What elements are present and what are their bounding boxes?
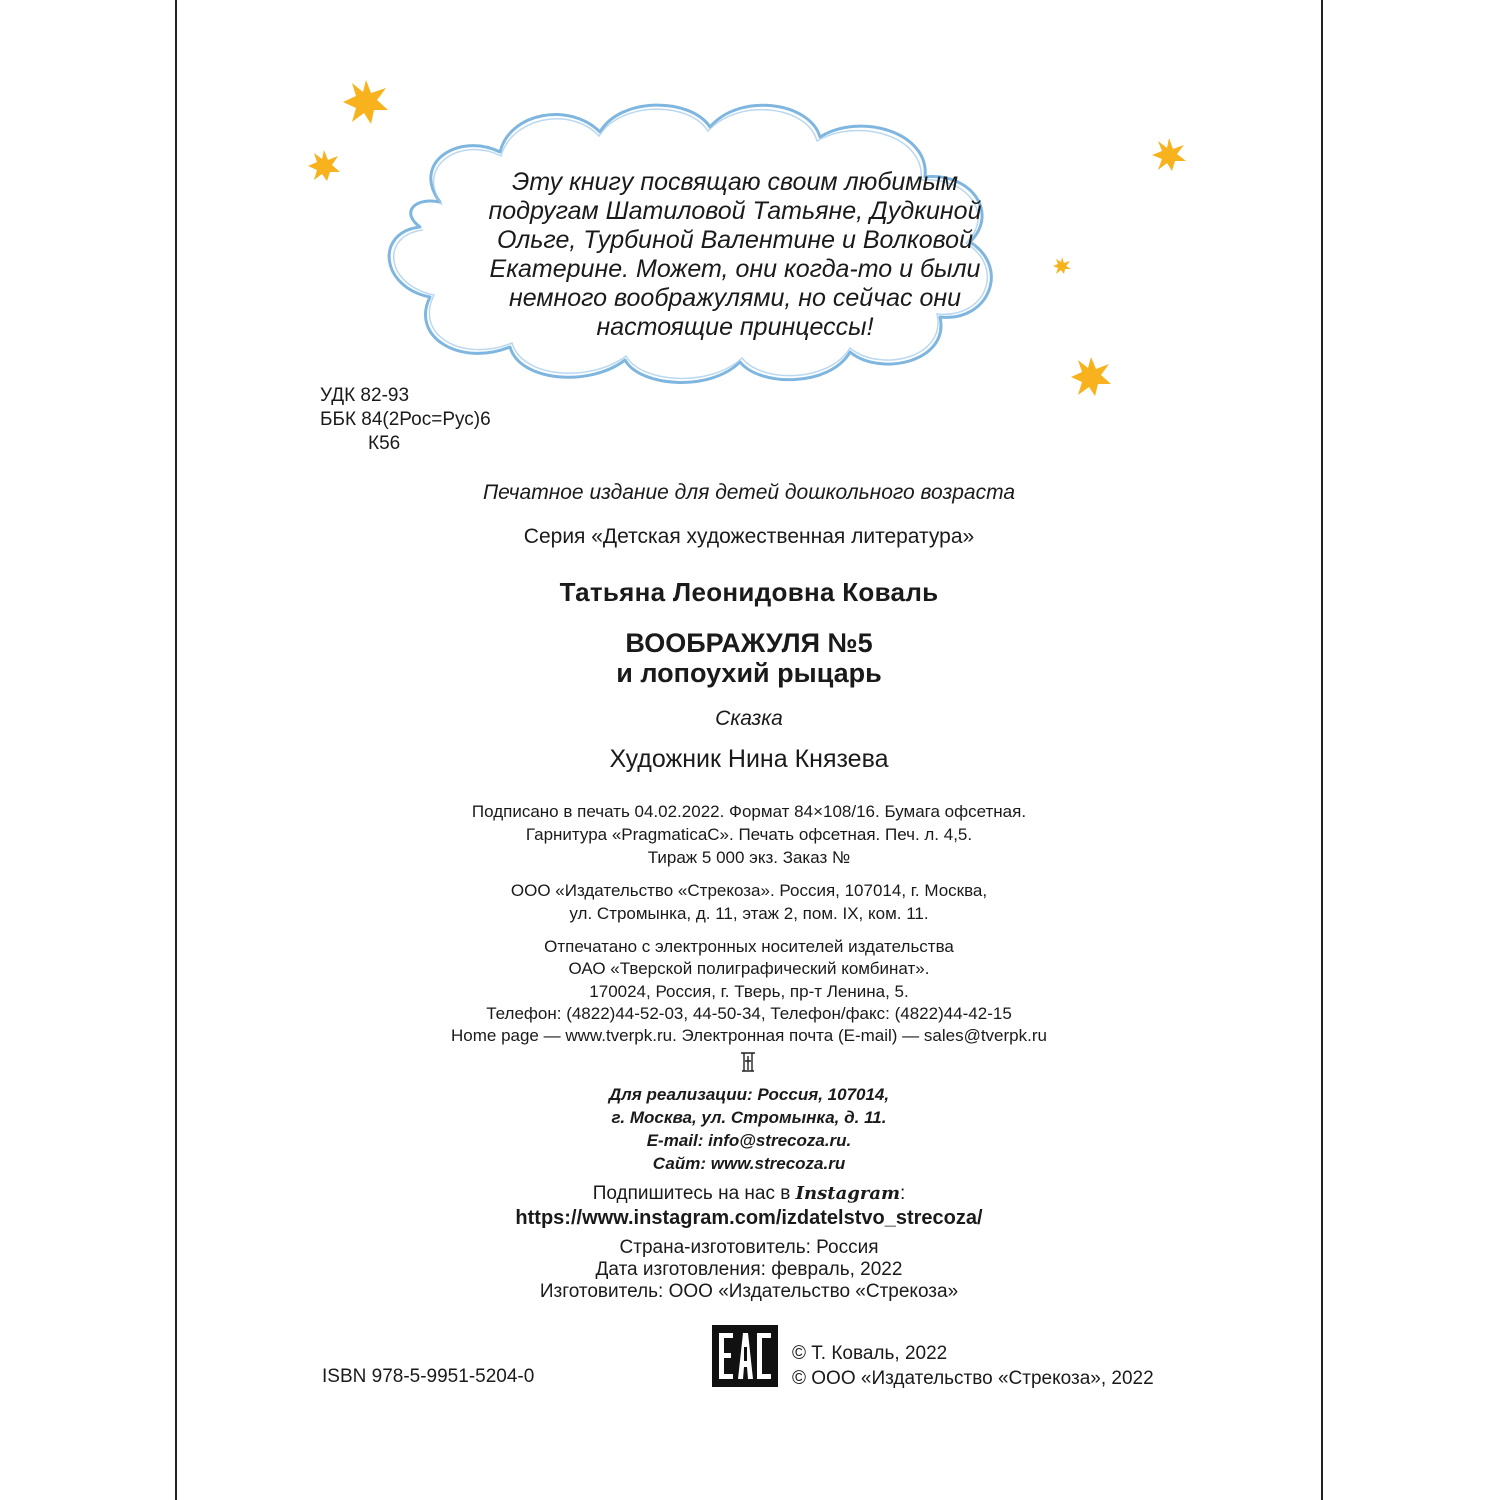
imprint-info bbox=[175, 800, 1323, 869]
dedication-line: Екатерине. Может, они когда-то и были bbox=[489, 255, 981, 283]
manufacture-line: Страна-изготовитель: Россия bbox=[619, 1237, 879, 1258]
dedication-text bbox=[440, 168, 1030, 342]
isbn-number: ISBN 978-5-9951-5204-0 bbox=[322, 1366, 535, 1387]
star-icon bbox=[1052, 256, 1072, 276]
dedication-line: немного воображулями, но сейчас они bbox=[508, 284, 962, 312]
instagram-suffix: : bbox=[900, 1183, 906, 1204]
sales-line: Для реализации: Россия, 107014, bbox=[608, 1085, 890, 1104]
sales-line: г. Москва, ул. Стромынка, д. 11. bbox=[611, 1108, 887, 1127]
udk-code: УДК 82-93 bbox=[320, 385, 410, 406]
dedication-line: Эту книгу посвящаю своим любимым bbox=[512, 168, 958, 196]
title-line-sub: и лопоухий рыцарь bbox=[616, 658, 882, 688]
series-name: Серия «Детская художественная литература» bbox=[523, 525, 975, 548]
classification-codes bbox=[320, 384, 491, 456]
copyright-line: © Т. Коваль, 2022 bbox=[792, 1343, 948, 1364]
sales-line: Сайт: www.strecoza.ru bbox=[652, 1154, 846, 1173]
star-icon bbox=[1068, 355, 1114, 399]
dedication-line: настоящие принцессы! bbox=[596, 313, 874, 341]
sales-line: E-mail: info@strecoza.ru. bbox=[646, 1131, 852, 1150]
printer-line: 170024, Россия, г. Тверь, пр-т Ленина, 5. bbox=[589, 981, 909, 1001]
author-mark: К56 bbox=[368, 433, 401, 454]
printer-logo-icon bbox=[738, 1050, 758, 1074]
bbk-code: ББК 84(2Рос=Рус)6 bbox=[320, 409, 491, 430]
imprint-line: Тираж 5 000 экз. Заказ № bbox=[647, 848, 851, 867]
instagram-info bbox=[175, 1182, 1323, 1230]
audience-note: Печатное издание для детей дошкольного возраста bbox=[482, 481, 1016, 504]
manufacture-line: Изготовитель: ООО «Издательство «Стрекоза» bbox=[539, 1281, 959, 1302]
printer-line: Телефон: (4822)44-52-03, 44-50-34, Телефон/факс: (4822)44-42-15 bbox=[486, 1003, 1012, 1023]
sales-info bbox=[175, 1083, 1323, 1175]
book-title bbox=[175, 628, 1323, 688]
artist-credit: Художник Нина Князева bbox=[609, 745, 889, 773]
instagram-url[interactable]: https://www.instagram.com/izdatelstvo_strecoza/ bbox=[515, 1207, 983, 1229]
author-name: Татьяна Леонидовна Коваль bbox=[559, 577, 939, 607]
title-line-main: ВООБРАЖУЛЯ №5 bbox=[625, 628, 873, 658]
star-icon bbox=[306, 149, 342, 183]
copyright-block bbox=[792, 1341, 1154, 1391]
printer-line: Отпечатано с электронных носителей издательства bbox=[544, 937, 954, 956]
star-icon bbox=[1150, 137, 1188, 173]
manufacture-line: Дата изготовления: февраль, 2022 bbox=[595, 1259, 903, 1280]
printer-line: Home page — www.tverpk.ru. Электронная почта (E-mail) — sales@tverpk.ru bbox=[451, 1026, 1047, 1046]
printer-line: ОАО «Тверской полиграфический комбинат». bbox=[568, 959, 930, 979]
instagram-prompt bbox=[175, 1182, 1323, 1206]
publisher-line: ул. Стромынка, д. 11, этаж 2, пом. IX, ком. 11. bbox=[569, 904, 929, 923]
star-icon bbox=[340, 78, 392, 126]
printer-info bbox=[175, 936, 1323, 1047]
imprint-line: Гарнитура «PragmaticaC». Печать офсетная. Печ. л. 4,5. bbox=[525, 825, 973, 844]
imprint-line: Подписано в печать 04.02.2022. Формат 84×108/16. Бумага офсетная. bbox=[471, 802, 1027, 821]
eac-mark-icon bbox=[712, 1325, 778, 1387]
copyright-line: © ООО «Издательство «Стрекоза», 2022 bbox=[792, 1368, 1154, 1389]
dedication-line: подругам Шатиловой Татьяне, Дудкиной bbox=[488, 197, 982, 225]
genre-label: Сказка bbox=[715, 707, 783, 730]
manufacture-info bbox=[175, 1237, 1323, 1303]
dedication-line: Ольге, Турбиной Валентине и Волковой bbox=[497, 226, 973, 254]
publisher-line: ООО «Издательство «Стрекоза». Россия, 107014, г. Москва, bbox=[510, 881, 988, 900]
instagram-prefix: Подпишитесь на нас в bbox=[592, 1183, 796, 1204]
instagram-brand: Instagram bbox=[795, 1183, 901, 1204]
publisher-info bbox=[175, 879, 1323, 925]
